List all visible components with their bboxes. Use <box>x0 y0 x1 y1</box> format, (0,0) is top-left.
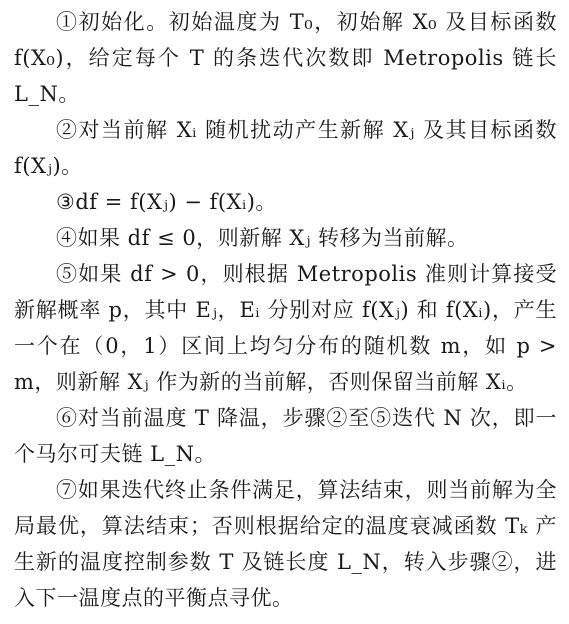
step-6-paragraph <box>14 400 557 472</box>
step-2-paragraph <box>14 112 557 184</box>
step-6-marker: ⑥ <box>56 406 78 430</box>
step-1-paragraph <box>14 4 557 112</box>
step-1-text: 初始化。初始温度为 T₀，初始解 X₀ 及目标函数 f(X₀)，给定每个 T 的条迭代次数即 Metropolis 链长 L_N。 <box>14 10 557 106</box>
step-4-marker: ④ <box>56 226 78 250</box>
step-5-text: 如果 df > 0，则根据 Metropolis 准则计算接受新解概率 p，其中 Eⱼ，Eᵢ 分别对应 f(Xⱼ) 和 f(Xᵢ)，产生一个在（0，1）区间上均匀分布的随机数 m，如 p > m，则新解 Xⱼ 作为新的当前解，否则保留当前解 Xᵢ。 <box>14 262 557 394</box>
step-2-text: 对当前解 Xᵢ 随机扰动产生新解 Xⱼ 及其目标函数 f(Xⱼ)。 <box>14 118 558 178</box>
step-6-text: 对当前温度 T 降温，步骤②至⑤迭代 N 次，即一个马尔可夫链 L_N。 <box>14 406 557 466</box>
step-3-text: df = f(Xⱼ) − f(Xᵢ)。 <box>75 190 277 214</box>
step-5-marker: ⑤ <box>56 262 79 286</box>
step-7-text: 如果迭代终止条件满足，算法结束，则当前解为全局最优，算法结束；否则根据给定的温度衰减函数 Tₖ 产生新的温度控制参数 T 及链长度 L_N，转入步骤②，进入下一温度点的平衡点寻优。 <box>14 478 557 610</box>
step-7-marker: ⑦ <box>56 478 78 502</box>
step-7-paragraph <box>14 472 557 616</box>
step-1-marker: ① <box>56 10 79 34</box>
step-2-marker: ② <box>56 118 79 142</box>
step-3-paragraph <box>14 184 557 220</box>
step-4-text: 如果 df ≤ 0，则新解 Xⱼ 转移为当前解。 <box>77 226 469 250</box>
step-3-marker: ③ <box>56 190 76 214</box>
step-4-paragraph <box>14 220 557 256</box>
step-5-paragraph <box>14 256 557 400</box>
